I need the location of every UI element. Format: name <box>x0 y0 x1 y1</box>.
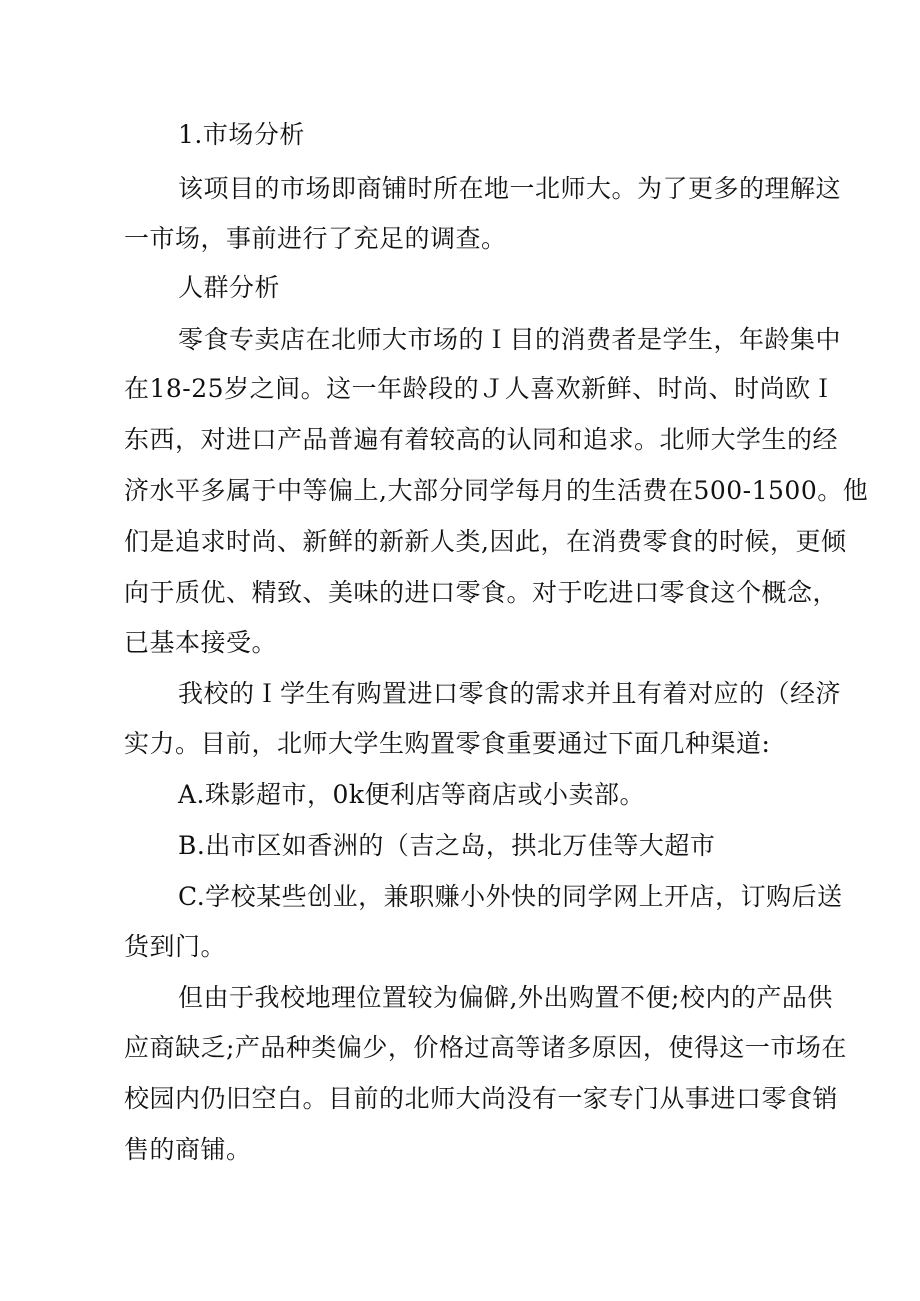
list-item-a: A.珠影超市，0k便利店等商店或小卖部。 <box>178 780 646 809</box>
list-item-b: B.出市区如香洲的（吉之岛，拱北万佳等大超市 <box>178 831 716 860</box>
paragraph-line: 一市场，事前进行了充足的调查。 <box>124 224 507 253</box>
paragraph-line: 零食专卖店在北师大市场的Ｉ目的消费者是学生，年龄集中 <box>178 325 842 354</box>
section-heading: 1.市场分析 <box>178 120 305 149</box>
paragraph-line: 在18-25岁之间。这一年龄段的Ｊ人喜欢新鲜、时尚、时尚欧Ｉ <box>124 374 837 403</box>
paragraph-line: 应商缺乏;产品种类偏少，价格过高等诸多原因，使得这一市场在 <box>124 1033 847 1062</box>
paragraph-line: 东西，对进口产品普遍有着较高的认同和追求。北师大学生的经 <box>124 425 839 454</box>
subsection-heading: 人群分析 <box>178 273 281 302</box>
paragraph-line: 校园内仍旧空白。目前的北师大尚没有一家专门从事进口零食销 <box>124 1084 839 1113</box>
paragraph-line: 济水平多属于中等偏上,大部分同学每月的生活费在500-1500。他 <box>124 476 869 505</box>
paragraph-line: 我校的Ｉ学生有购置进口零食的需求并且有着对应的（经济 <box>178 679 842 708</box>
paragraph-line: 但由于我校地理位置较为偏僻,外出购置不便;校内的产品供 <box>178 983 833 1012</box>
paragraph-line: 该项目的市场即商铺时所在地一北师大。为了更多的理解这 <box>178 174 842 203</box>
paragraph-line: 们是追求时尚、新鲜的新新人类,因此，在消费零食的时候，更倾 <box>124 527 847 556</box>
paragraph-line: 已基本接受。 <box>124 628 278 657</box>
paragraph-line: 实力。目前，北师大学生购置零食重要通过下面几种渠道: <box>124 729 771 758</box>
paragraph-line: 向于质优、精致、美味的进口零食。对于吃进口零食这个概念， <box>124 578 839 607</box>
paragraph-line: 售的商铺。 <box>124 1135 252 1164</box>
list-item-c-continued: 货到门。 <box>124 932 227 961</box>
list-item-c: C.学校某些创业，兼职赚小外快的同学网上开店，订购后送 <box>178 882 843 911</box>
